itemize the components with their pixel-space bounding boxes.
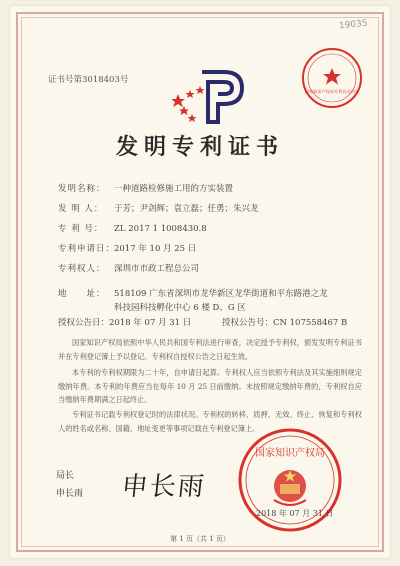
special-seal-icon: [300, 46, 364, 110]
address-line-1: 518109 广东省深圳市龙华新区龙华街道和平东路港之龙: [114, 289, 328, 299]
handwritten-signature: 申长雨: [120, 472, 208, 502]
field-value: 2017 年 10 月 25 日: [114, 244, 197, 254]
signature-title: 局长: [56, 471, 75, 481]
address-line-2: 科技园科技孵化中心 6 楼 D、G 区: [114, 303, 246, 313]
field-label: 发 明 人：: [58, 204, 104, 214]
field-value: 深圳市市政工程总公司: [114, 264, 200, 274]
field-value: ZL 2017 1 1008430.8: [114, 224, 207, 234]
field-label: 专利申请日：: [58, 244, 116, 254]
field-label: 发明名称：: [58, 184, 106, 194]
field-invention-name: [58, 182, 233, 194]
field-value: 于芳；尹剑辉；袁立磊；任勇；朱兴龙: [114, 204, 259, 214]
field-application-date: [58, 242, 196, 254]
field-label: 专 利 号：: [58, 224, 104, 234]
paragraph-register: 专利证书记载专利权登记时的法律状况。专利权的转移、质押、无效、终止、恢复和专利权人的姓名或名称、国籍、地址变更等事项记载在专利登记簿上。: [58, 410, 362, 433]
field-label: 地 址：: [58, 289, 106, 299]
handwritten-note: 19035: [338, 18, 369, 32]
paragraph-term: 本专利的专利权期限为二十年，自申请日起算。专利权人应当依照专利法及其实施细则规定缴纳年费。本专利的年费应当在每年 10 月 25 日前缴纳。未按照规定缴纳年费的，专利权自应当缴纳年费期满之日起终止。: [58, 368, 362, 404]
field-inventors: [58, 202, 259, 214]
red-seal-text: 国家知识产权局: [255, 448, 325, 459]
field-patent-number: [58, 222, 207, 234]
signature-name: 申长雨: [56, 489, 84, 499]
certificate-number: 证书号第3018403号: [48, 75, 129, 85]
seal-text: 国家知识产权局专利局专用章: [304, 89, 360, 94]
certificate-title: 发明专利证书: [115, 134, 284, 160]
grant-date: 授权公告日：2018 年 07 月 31 日: [58, 318, 192, 328]
field-address: [58, 287, 328, 299]
patent-office-logo-icon: [172, 68, 244, 126]
field-patentee: [58, 262, 199, 274]
field-label: 专利权人：: [58, 264, 106, 274]
field-value: 一种道路检修施工用的方实装置: [114, 184, 234, 194]
paragraph-grant: 国家知识产权局依照中华人民共和国专利法进行审查，决定授予专利权，颁发发明专利证书并在专利登记簿上予以登记。专利权自授权公告之日起生效。: [58, 338, 362, 361]
certificate-sheet: [10, 6, 390, 558]
grant-number: 授权公告号：CN 107558467 B: [222, 318, 348, 328]
signature-date: 2018 年 07 月 31 日: [256, 509, 334, 518]
page-number: 第 1 页（共 1 页）: [170, 535, 230, 543]
